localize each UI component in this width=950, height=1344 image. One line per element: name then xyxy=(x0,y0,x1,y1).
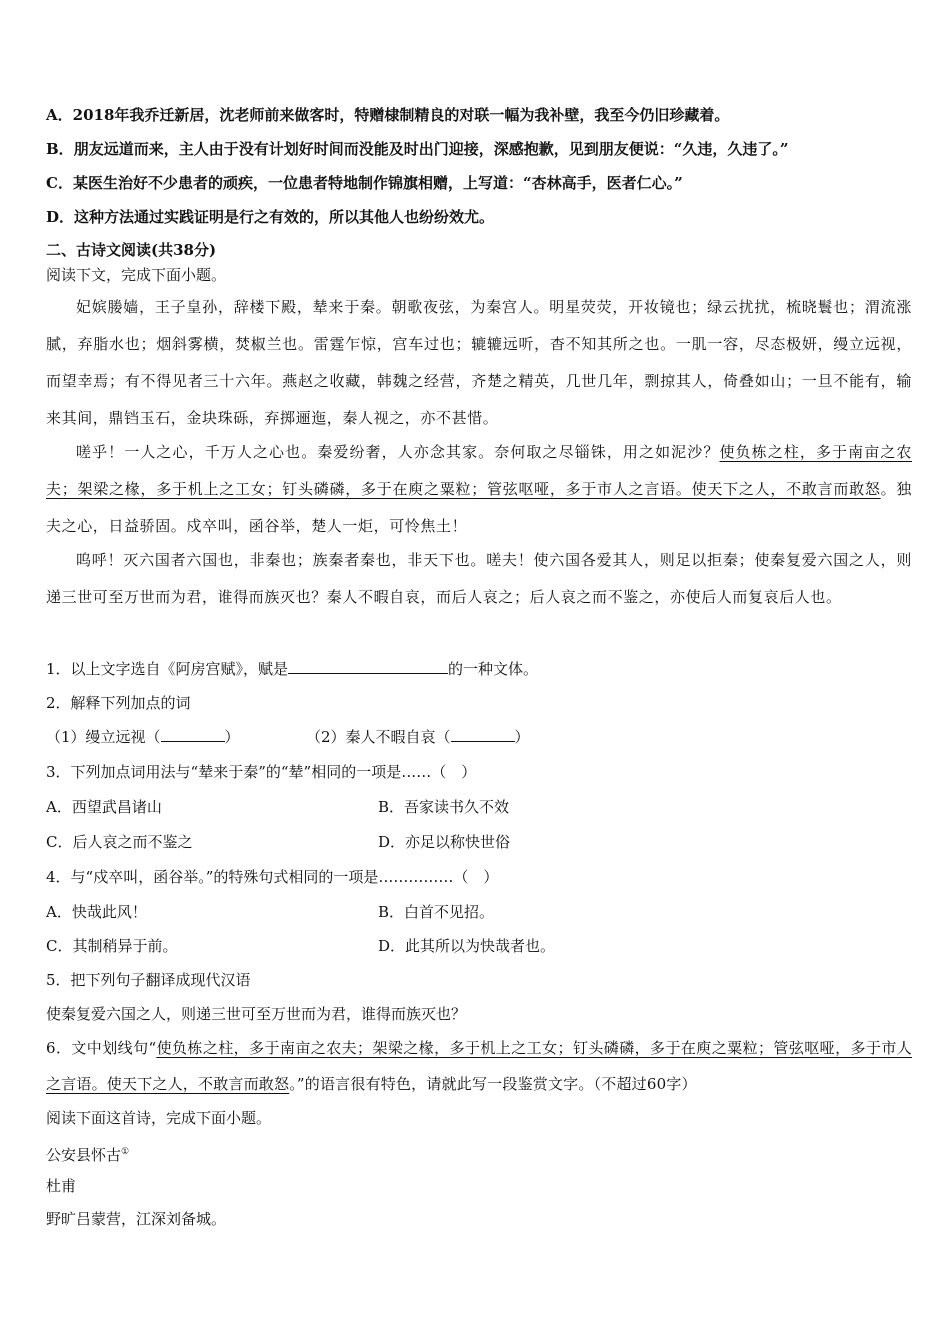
question-3-title: 3．下列加点词用法与“辇来于秦”的“辇”相同的一项是……（ ） xyxy=(46,763,477,781)
option-a: A．2018年我乔迁新居，沈老师前来做客时，特赠棣制精良的对联一幅为我补壁，我至今仍旧珍藏着。 xyxy=(46,106,730,124)
option-d: D．这种方法通过实践证明是行之有效的，所以其他人也纷纷效尤。 xyxy=(46,208,495,226)
question-3-option-b[interactable]: B．吾家读书久不效 xyxy=(378,798,510,816)
answer-blank[interactable] xyxy=(161,727,225,742)
question-3-option-c[interactable]: C．后人哀之而不鉴之 xyxy=(46,833,193,851)
underlined-sentence: 使负栋之柱，多于南亩之农夫；架梁之椽，多于机上之工女；钉头磷磷，多于在庾之粟粒；管弦呕哑，多于市人之言语。使天下之人，不敢言而敢怒 xyxy=(46,443,912,498)
poem-title: 公安县怀古① xyxy=(46,1146,130,1164)
question-2-item-1: （1）缦立远视（ ） xyxy=(46,728,240,746)
question-4-option-d[interactable]: D．此其所以为快哉者也。 xyxy=(378,937,556,955)
poem-line-1: 野旷吕蒙营，江深刘备城。 xyxy=(46,1210,227,1228)
option-c: C．某医生治好不少患者的顽疾，一位患者特地制作锦旗相赠，上写道：“杏林高手，医者仁心。” xyxy=(46,174,683,192)
question-1: 1．以上文字选自《阿房宫赋》，赋是 的一种文体。 xyxy=(46,660,539,678)
section-title: 二、古诗文阅读(共38分) xyxy=(46,241,217,259)
passage-paragraph-2 xyxy=(46,434,912,545)
question-5-sentence: 使秦复爱六国之人，则递三世可至万世而为君，谁得而族灭也？ xyxy=(46,1005,467,1023)
question-4-option-a[interactable]: A．快哉此风！ xyxy=(46,903,147,921)
footnote-marker: ① xyxy=(121,1147,130,1157)
question-4-title: 4．与“戍卒叫，函谷举。”的特殊句式相同的一项是……………（ ） xyxy=(46,868,499,886)
passage-paragraph-1: 妃嫔媵嫱，王子皇孙，辞楼下殿，辇来于秦。朝歌夜弦，为秦宫人。明星荧荧，开妆镜也；绿云扰扰，梳晓鬟也；渭流涨腻，弃脂水也；烟斜雾横，焚椒兰也。雷霆乍惊，宫车过也；辘辘远听，杳不知其所之也。一肌一容，尽态极妍，缦立远视，而望幸焉；有不得见者三十六年。燕赵之收藏，韩魏之经营，齐楚之精英，几世几年，剽掠其人，倚叠如山；一旦不能有，输来其间，鼎铛玉石，金块珠砾，弃掷逦迤，秦人视之，亦不甚惜。 xyxy=(46,298,912,427)
question-2-item-2: （2）秦人不暇自哀（ ） xyxy=(306,728,530,746)
reading-instruction: 阅读下文，完成下面小题。 xyxy=(46,266,227,284)
underlined-sentence: 使负栋之柱，多于南亩之农夫；架梁之椽，多于机上之工女；钉头磷磷，多于在庾之粟粒；管弦呕哑，多于市人之言语。使天下之人，不敢言而敢怒 xyxy=(46,1039,912,1093)
passage-text: 嗟乎！一人之心，千万人之心也。秦爱纷奢，人亦念其家。奈何取之尽锱铢，用之如泥沙？ xyxy=(76,443,720,461)
question-4-option-c[interactable]: C．其制稍异于前。 xyxy=(46,937,178,955)
question-6: 6．文中划线句“使负栋之柱，多于南亩之农夫；架梁之椽，多于机上之工女；钉头磷磷，多于在庾之粟粒；管弦呕哑，多于市人之言语。使天下之人，不敢言而敢怒。”的语言很有特色，请就此写一段鉴赏文字。（不超过60字） xyxy=(46,1039,912,1093)
poem-author: 杜甫 xyxy=(46,1177,77,1195)
passage-text: 。独夫之心，日益骄固。戍卒叫，函谷举，楚人一炬，可怜焦土！ xyxy=(46,480,913,535)
question-3-option-a[interactable]: A．西望武昌诸山 xyxy=(46,798,162,816)
question-4-option-b[interactable]: B．白首不见招。 xyxy=(378,903,495,921)
poem-instruction: 阅读下面这首诗，完成下面小题。 xyxy=(46,1109,272,1127)
passage-paragraph-3: 呜呼！灭六国者六国也，非秦也；族秦者秦也，非天下也。嗟夫！使六国各爱其人，则足以拒秦；使秦复爱六国之人，则递三世可至万世而为君，谁得而族灭也？秦人不暇自哀，而后人哀之；后人哀之而不鉴之，亦使后人而复哀后人也。 xyxy=(46,551,912,606)
question-3-option-d[interactable]: D．亦足以称快世俗 xyxy=(378,833,511,851)
answer-blank[interactable] xyxy=(288,659,448,674)
answer-blank[interactable] xyxy=(451,727,515,742)
question-2-title: 2．解释下列加点的词 xyxy=(46,694,191,712)
question-5-title: 5．把下列句子翻译成现代汉语 xyxy=(46,971,251,989)
option-b: B．朋友远道而来，主人由于没有计划好时间而没能及时出门迎接，深感抱歉，见到朋友便说：“久违，久违了。” xyxy=(46,140,789,158)
